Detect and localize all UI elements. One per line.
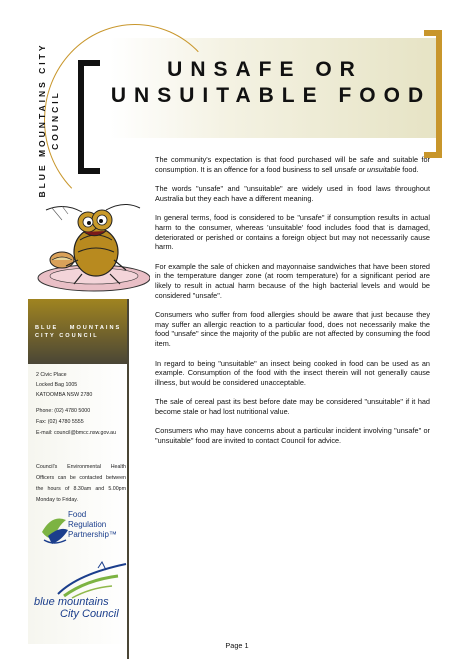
frp-logo-line3: Partnership™ bbox=[68, 530, 117, 539]
address-line1: 2 Civic Place bbox=[36, 372, 67, 378]
bmcc-logo-line1: blue mountains bbox=[34, 596, 109, 608]
vertical-org-line2: COUNCIL bbox=[50, 90, 60, 150]
address-line3: KATOOMBA NSW 2780 bbox=[36, 392, 93, 398]
page-title-line2: UNSUITABLE FOOD bbox=[110, 84, 432, 107]
paragraph-1-emphasis: unsafe or unsuitable bbox=[334, 164, 401, 174]
paragraph-6: In regard to being "unsuitable" an insect being cooked in food can be used as an example. Consumption of the food with the insect therein will not generally cause illness, but would be considered unacceptable. bbox=[155, 358, 430, 387]
vertical-org-name bbox=[28, 42, 66, 198]
cockroach-cartoon-icon bbox=[22, 200, 150, 300]
frp-logo-line2: Regulation bbox=[68, 520, 107, 529]
phone-number: Phone: (02) 4780 5000 bbox=[36, 408, 91, 414]
main-content bbox=[155, 155, 430, 456]
paragraph-5: Consumers who suffer from food allergies should be aware that just because they may suffer an allergic reaction to a particular food, does not necessarily make the food "unsafe" since the majority of the public are not affected by consuming the food item. bbox=[155, 310, 430, 348]
paragraph-8: Consumers who may have concerns about a particular incident involving "unsafe" or "unsuitable" food are invited to contact Council for advice. bbox=[155, 426, 430, 446]
bmcc-logo-line2: City Council bbox=[60, 608, 119, 620]
vertical-org-line1: BLUE MOUNTAINS CITY bbox=[37, 42, 47, 198]
paragraph-1 bbox=[155, 155, 430, 174]
paragraph-2: The words "unsafe" and "unsuitable" are widely used in food laws throughout Australia but they each have a different meaning. bbox=[155, 184, 430, 203]
frp-logo-line1: Food bbox=[68, 510, 87, 519]
contact-hours: Council's Environmental Health Officers can be contacted between the hours of 8.30am and 5.00pm Monday to Friday. bbox=[36, 464, 126, 503]
left-bracket bbox=[78, 60, 100, 174]
address-line2: Locked Bag 1005 bbox=[36, 382, 78, 388]
paragraph-3: In general terms, food is considered to be "unsafe" if consumption results in actual harm to the consumer, whereas 'unsuitable' food includes food that is damaged, deteriorated or perished or contains a foreign object but may not necessarily cause harm. bbox=[155, 213, 430, 252]
paragraph-7: The sale of cereal past its best before date may be considered "unsuitable" if it had become stale or had lost nutritional value. bbox=[155, 397, 430, 416]
paragraph-1-text: The community's expectation is that food purchased will be safe and suitable for consumption. It is an offence for a food business to sell bbox=[155, 155, 430, 174]
email-address: E-mail: council@bmcc.nsw.gov.au bbox=[36, 430, 117, 436]
sidebar-org-line2: CITY COUNCIL bbox=[35, 333, 99, 339]
paragraph-4: For example the sale of chicken and mayonnaise sandwiches that have been stored in the temperature danger zone (at room temperature) for a significant period are likely to result in actual harm because of the high bacterial levels and would be considered "unsafe". bbox=[155, 261, 430, 300]
sidebar-org-line1: BLUE MOUNTAINS bbox=[35, 325, 122, 331]
sidebar-banner bbox=[28, 299, 129, 364]
paragraph-1-end: food. bbox=[400, 164, 419, 174]
page-number: Page 1 bbox=[225, 641, 249, 650]
fax-number: Fax: (02) 4780 5555 bbox=[36, 419, 84, 425]
page-title-line1: UNSAFE OR bbox=[167, 58, 363, 81]
